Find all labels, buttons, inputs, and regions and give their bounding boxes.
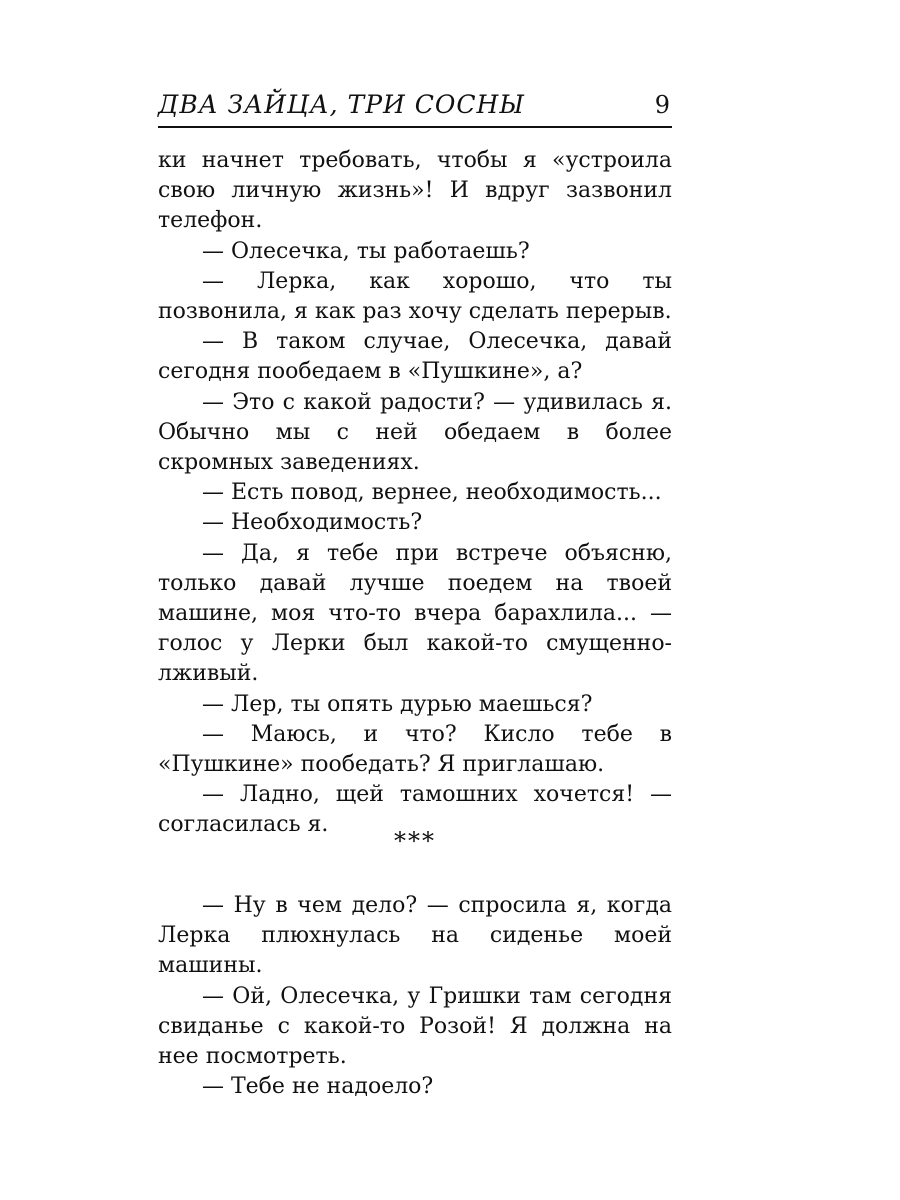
text-section-two	[158, 891, 672, 1102]
paragraph: — Тебе не надоело?	[202, 1074, 434, 1100]
paragraph: — Олесечка, ты работаешь?	[202, 238, 530, 264]
paragraph: — Есть повод, вернее, необходимость...	[202, 480, 662, 506]
scene-break: ***	[394, 827, 436, 855]
text-section-one	[158, 146, 672, 841]
paragraph: — Маюсь, и что? Кисло тебе в «Пушкине» пообедать? Я приглашаю.	[158, 721, 672, 778]
paragraph: — Ладно, щей тамошних хочется! — согласилась я.	[158, 782, 672, 838]
paragraph: — Необходимость?	[202, 510, 423, 536]
page-number: 9	[654, 91, 670, 119]
paragraph: ки начнет требовать, чтобы я «устроила свою личную жизнь»! И вдруг зазвонил телефон.	[158, 148, 672, 234]
paragraph: — Лерка, как хорошо, что ты позвонила, я как раз хочу сделать перерыв.	[158, 268, 672, 325]
running-head	[158, 86, 672, 128]
running-title: ДВА ЗАЙЦА, ТРИ СОСНЫ	[158, 90, 525, 119]
paragraph: — Ой, Олесечка, у Гришки там сегодня свиданье с какой-то Розой! Я должна на нее посмотреть.	[158, 983, 672, 1070]
paragraph: — Это с какой радости? — удивилась я. Обычно мы с ней обедаем в более скромных заведениях.	[158, 389, 672, 476]
paragraph: — Да, я тебе при встрече объясню, только давай лучше поедем на твоей машине, моя что-то вчера барахлила... — голос у Лерки был какой-то смущенно-лживый.	[158, 540, 672, 687]
paragraph: — В таком случае, Олесечка, давай сегодня пообедаем в «Пушкине», а?	[158, 329, 672, 385]
paragraph: — Ну в чем дело? — спросила я, когда Лерка плюхнулась на сиденье моей машины.	[158, 893, 672, 979]
paragraph: — Лер, ты опять дурью маешься?	[202, 691, 593, 717]
